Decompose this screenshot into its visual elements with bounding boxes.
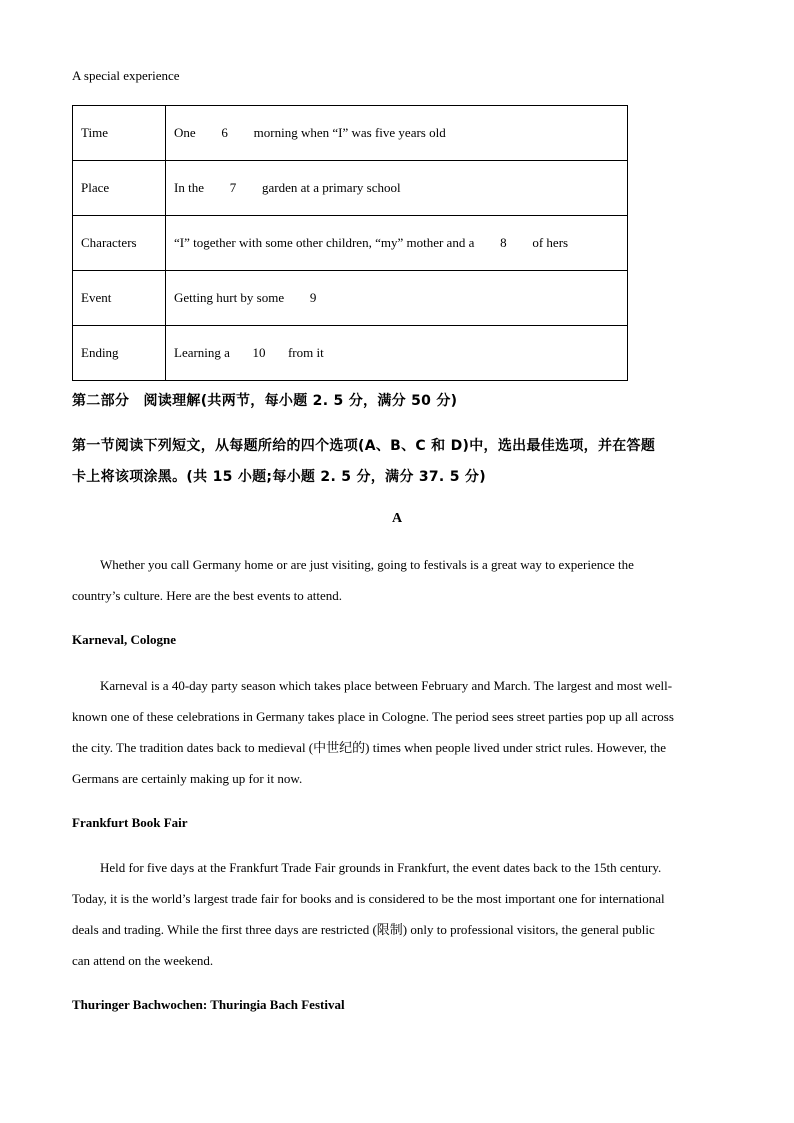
table-row [73, 106, 628, 161]
blank-number: 8 [500, 235, 507, 250]
experience-table [72, 105, 628, 381]
blank-number: 6 [221, 125, 228, 140]
row-content: “I” together with some other children, “my” mother and a 8 of hers [166, 216, 628, 271]
row-content: Getting hurt by some 9 [166, 271, 628, 326]
table-row [73, 271, 628, 326]
row-label: Place [73, 161, 166, 216]
table-row [73, 161, 628, 216]
subheading-bach-festival: Thuringer Bachwochen: Thuringia Bach Festival [72, 997, 345, 1012]
blank-number: 7 [229, 180, 237, 195]
passage-letter: A [391, 511, 403, 526]
row-label: Characters [73, 216, 166, 271]
section-one-instructions-line1: 第一节阅读下列短文，从每题所给的四个选项(A、B、C 和 D)中，选出最佳选项，并在答题 [72, 438, 656, 454]
row-content: One 6 morning when “I” was five years old [166, 106, 628, 161]
paragraph-book-fair: Held for five days at the Frankfurt Trade Fair grounds in Frankfurt, the event dates back to the 15th century. Today, it is the world’s largest trade fair for books and is considered to be the most important one for international deals and trading. While the first three days are restricted (限制) only to professional visitors, the general public can attend on the weekend. [72, 860, 665, 968]
table-intro: A special experience [72, 68, 180, 83]
row-content: In the 7 garden at a primary school [166, 161, 628, 216]
subheading-book-fair: Frankfurt Book Fair [72, 815, 188, 830]
row-label: Ending [73, 326, 166, 381]
paragraph-karneval: Karneval is a 40-day party season which takes place between February and March. The largest and most well- known one of these celebrations in Germany takes place in Cologne. The period sees street parties pop up all across the city. The tradition dates back to medieval (中世纪的) times when people lived under strict rules. However, the Germans are certainly making up for it now. [72, 678, 674, 786]
section-one-instructions-line2: 卡上将该项涂黑。(共 15 小题;每小题 2. 5 分，满分 37. 5 分) [72, 469, 486, 485]
table-row [73, 216, 628, 271]
row-label: Time [73, 106, 166, 161]
row-label: Event [73, 271, 166, 326]
blank-number: 10 [252, 345, 266, 360]
part-two-heading: 第二部分 阅读理解(共两节，每小题 2. 5 分，满分 50 分) [72, 393, 458, 409]
passage-intro: Whether you call Germany home or are just visiting, going to festivals is a great way to experience the country’s culture. Here are the best events to attend. [72, 557, 634, 603]
blank-number: 9 [309, 290, 317, 305]
table-row [73, 326, 628, 381]
subheading-karneval: Karneval, Cologne [72, 632, 176, 647]
row-content: Learning a 10 from it [166, 326, 628, 381]
